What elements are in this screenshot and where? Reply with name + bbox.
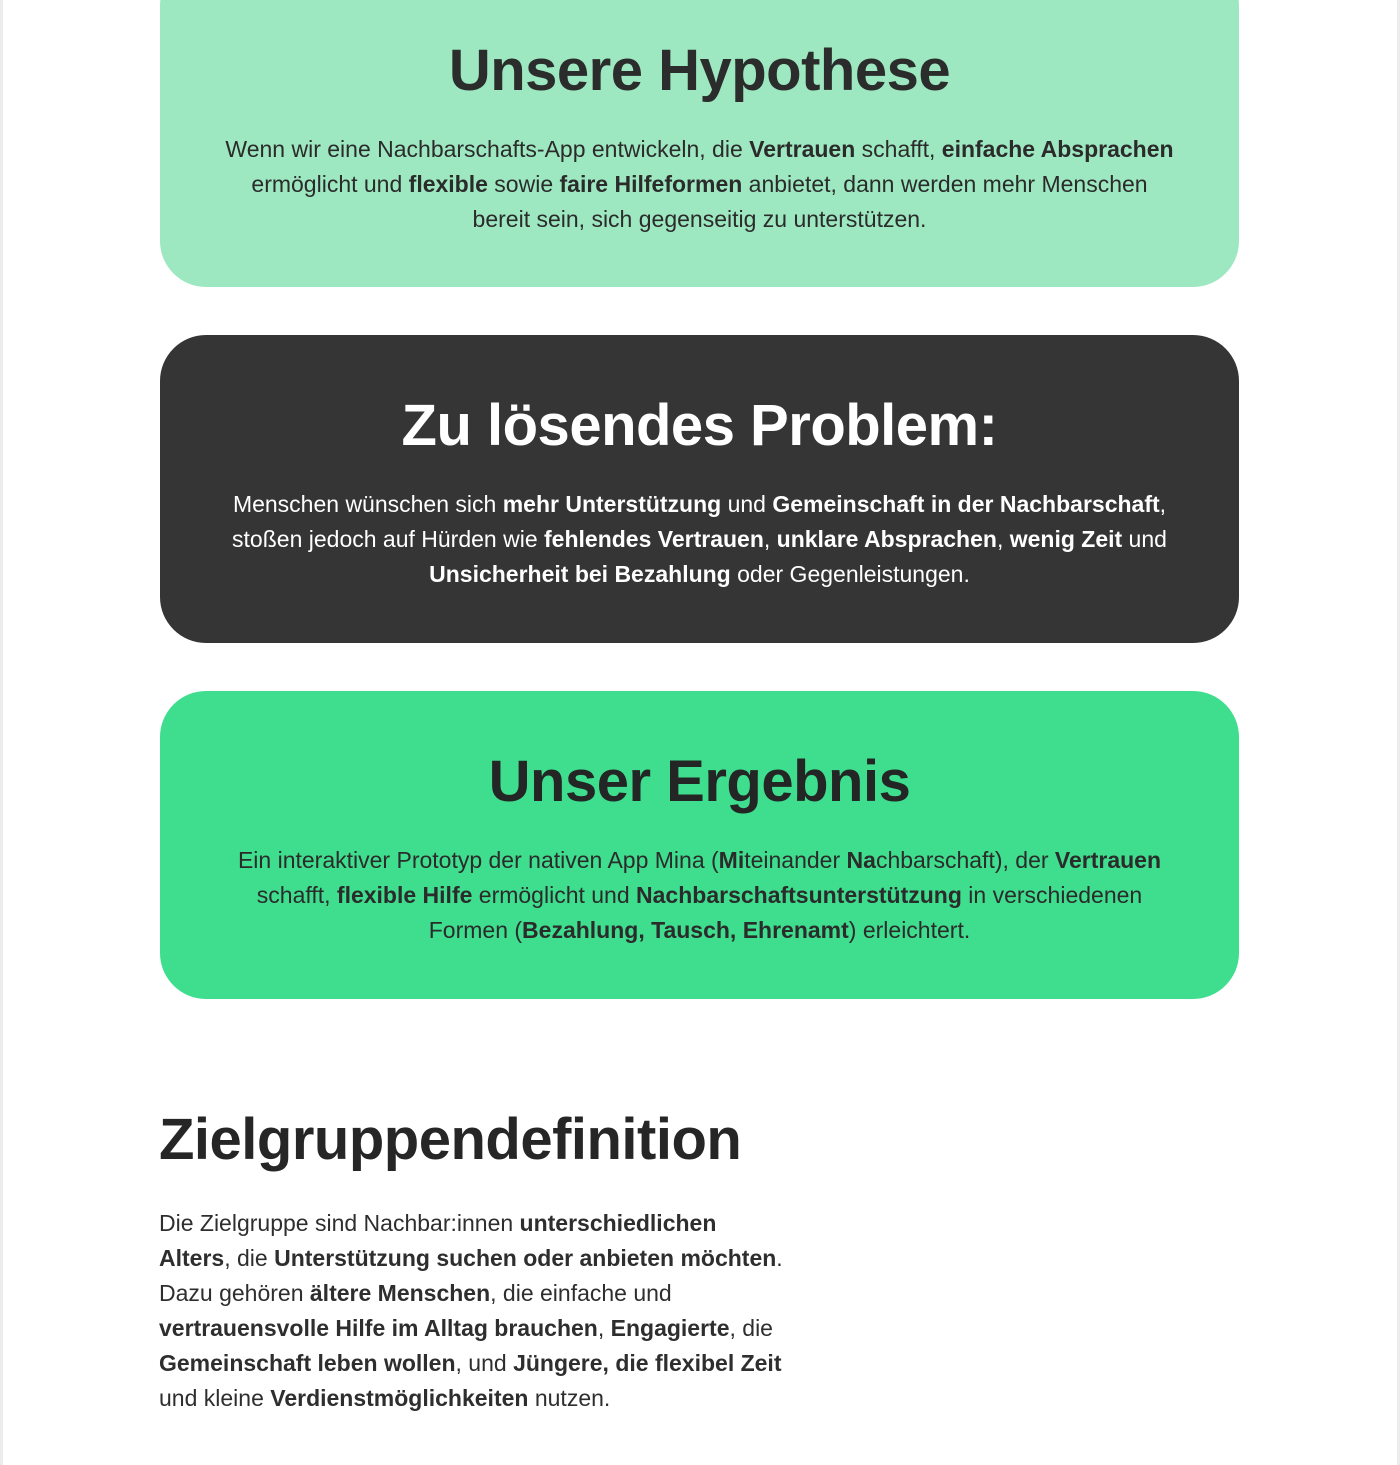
text-segment: , die (224, 1245, 275, 1271)
problem-card (160, 335, 1239, 643)
text-segment: Menschen wünschen sich (232, 491, 503, 517)
text-segment: . Dazu gehören (159, 1245, 783, 1306)
result-text (220, 843, 1180, 948)
text-segment: oder Gegenleistungen. (730, 561, 970, 587)
text-segment: , die (729, 1315, 773, 1341)
text-segment: ermöglicht und (472, 882, 637, 908)
text-segment: teinander (744, 847, 847, 873)
emphasis: Gemeinschaft in der Nachbarschaft (772, 491, 1160, 517)
emphasis: mehr Unterstützung (502, 491, 722, 517)
emphasis: Engagierte (610, 1315, 730, 1341)
emphasis: Jüngere, die flexibel Zeit (513, 1350, 782, 1376)
emphasis: Vertrauen (1054, 847, 1162, 873)
emphasis: Unsicherheit bei Bezahlung (429, 561, 731, 587)
text-segment: in verschiedenen Formen ( (428, 882, 1143, 943)
text-segment: und (1122, 526, 1167, 552)
target-group-title: Zielgruppendefinition (159, 1107, 742, 1172)
emphasis: wenig Zeit (1009, 526, 1123, 552)
target-group-section (159, 1100, 799, 1416)
text-segment: nutzen. (528, 1385, 611, 1411)
emphasis: Na (846, 847, 876, 873)
emphasis: flexible (408, 171, 488, 197)
emphasis: ältere Menschen (309, 1280, 491, 1306)
result-title: Unser Ergebnis (488, 749, 911, 814)
text-segment: schafft, (256, 882, 337, 908)
emphasis: Nachbarschaftsunterstützung (636, 882, 962, 908)
page-edge-left (0, 0, 3, 1465)
emphasis: Mi (718, 847, 745, 873)
text-segment: chbarschaft), der (875, 847, 1055, 873)
text-segment: Wenn wir eine Nachbarschafts-App entwickeln, die (225, 136, 750, 162)
text-segment: , (763, 526, 777, 552)
emphasis: Gemeinschaft leben wollen (159, 1350, 456, 1376)
problem-title: Zu lösendes Problem: (401, 393, 998, 458)
emphasis: Unterstützung suchen oder anbieten möchten (274, 1245, 777, 1271)
text-segment: , die einfache und (490, 1280, 672, 1306)
emphasis: Vertrauen (749, 136, 856, 162)
text-segment: und (721, 491, 773, 517)
text-segment: , und (455, 1350, 514, 1376)
hypothesis-title: Unsere Hypothese (448, 38, 951, 103)
emphasis: Verdienstmöglichkeiten (270, 1385, 529, 1411)
hypothesis-card (160, 0, 1239, 287)
emphasis: unterschiedlichen Alters (159, 1210, 717, 1271)
text-segment: , (597, 1315, 611, 1341)
target-group-text (159, 1206, 789, 1416)
text-segment: und kleine (159, 1385, 271, 1411)
text-segment: , stoßen jedoch auf Hürden wie (232, 491, 1167, 552)
text-segment: Die Zielgruppe sind Nachbar:innen (159, 1210, 520, 1236)
text-segment: ermöglicht und (251, 171, 409, 197)
text-segment: anbietet, dann werden mehr Menschen bereit sein, sich gegenseitig zu unterstützen. (472, 171, 1148, 232)
emphasis: fehlendes Vertrauen (544, 526, 764, 552)
emphasis: einfache Absprachen (941, 136, 1174, 162)
text-segment: sowie (487, 171, 560, 197)
hypothesis-text (220, 132, 1180, 237)
text-segment: Ein interaktiver Prototyp der nativen App Mina ( (237, 847, 719, 873)
text-segment: schafft, (855, 136, 942, 162)
emphasis: flexible Hilfe (336, 882, 473, 908)
emphasis: faire Hilfeformen (559, 171, 743, 197)
text-segment: , (996, 526, 1010, 552)
result-card (160, 691, 1239, 999)
text-segment: ) erleichtert. (848, 917, 971, 943)
emphasis: vertrauensvolle Hilfe im Alltag brauchen (159, 1315, 598, 1341)
emphasis: unklare Absprachen (776, 526, 997, 552)
emphasis: Bezahlung, Tausch, Ehrenamt (522, 917, 849, 943)
problem-text (220, 487, 1180, 592)
